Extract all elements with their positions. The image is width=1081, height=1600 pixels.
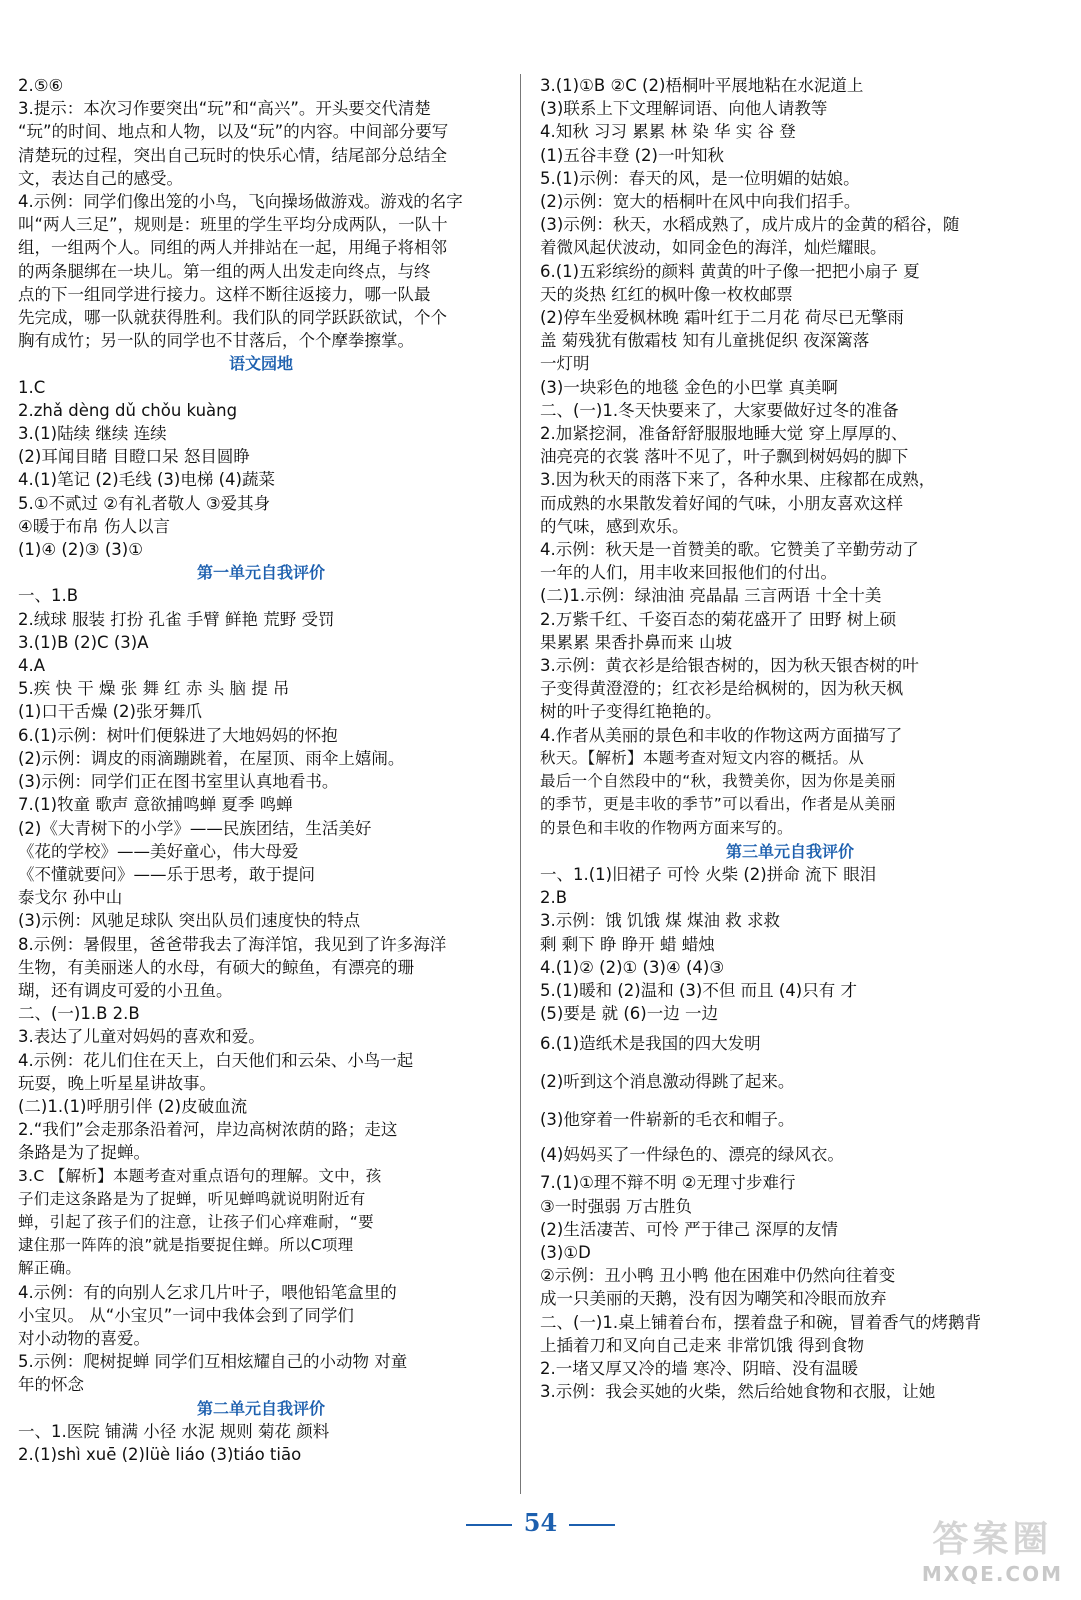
answer-line: 5.疾 快 干 燥 张 舞 红 赤 头 脑 提 吊 <box>18 679 290 699</box>
answer-line: (3)①D <box>540 1242 591 1262</box>
page-footer <box>0 1508 1081 1537</box>
answer-line: 3.表达了儿童对妈妈的喜欢和爱。 <box>18 1027 265 1047</box>
answer-line: 4.示例：秋天是一首赞美的歌。它赞美了辛勤劳动了 <box>540 540 919 560</box>
answer-line: 2.“我们”会走那条沿着河，岸边高树浓荫的路；走这 <box>18 1120 398 1140</box>
answer-line: 胸有成竹；另一队的同学也不甘落后，个个摩拳擦掌。 <box>18 331 414 351</box>
answer-line: 2.(1)shì xuē (2)lüè liáo (3)tiáo tiāo <box>18 1444 302 1464</box>
answer-line: 先完成，哪一队就获得胜利。我们队的同学跃跃欲试，个个 <box>18 308 447 328</box>
answer-line: 二、(一)1.桌上铺着台布，摆着盘子和碗，冒着香气的烤鹅背 <box>540 1312 982 1332</box>
answer-line: 瑚，还有调皮可爱的小丑鱼。 <box>18 980 233 1000</box>
answer-line: ④暖于布帛 伤人以言 <box>18 516 171 536</box>
answer-line: (1)④ (2)③ (3)① <box>18 540 143 560</box>
answer-line: 5.示例：爬树捉蝉 同学们互相炫耀自己的小动物 对童 <box>18 1352 408 1372</box>
answer-line: 秋天。【解析】本题考查对短文内容的概括。从 <box>540 748 865 767</box>
watermark-logo: 答案圈 <box>932 1519 1053 1560</box>
section-heading: 第一单元自我评价 <box>196 563 325 583</box>
answer-line: 盖 菊残犹有傲霜枝 知有儿童挑促织 夜深篱落 <box>540 331 870 351</box>
answer-line: 3.提示：本次习作要突出“玩”和“高兴”。开头要交代清楚 <box>18 99 431 119</box>
answer-line: 8.示例：暑假里，爸爸带我去了海洋馆，我见到了许多海洋 <box>18 934 447 954</box>
answer-line: 2.绒球 服装 打扮 孔雀 手臂 鲜艳 荒野 受罚 <box>18 609 335 629</box>
answer-line: (二)1.示例：绿油油 亮晶晶 三言两语 十全十美 <box>540 586 882 606</box>
answer-line: 果累累 果香扑鼻而来 山坡 <box>540 632 732 652</box>
section-heading: 语文园地 <box>228 354 293 374</box>
section-heading: 第三单元自我评价 <box>725 841 854 861</box>
answer-line: 生物，有美丽迷人的水母，有硕大的鲸鱼，有漂亮的珊 <box>18 957 414 977</box>
answer-line: 油亮亮的衣裳 落叶不见了，叶子飘到树妈妈的脚下 <box>540 447 909 467</box>
answer-line: 2.加紧挖洞，准备舒舒服服地睡大觉 穿上厚厚的、 <box>540 424 908 444</box>
answer-line: 4.示例：花儿们住在天上，白天他们和云朵、小鸟一起 <box>18 1050 414 1070</box>
answer-column-right <box>540 74 1040 1403</box>
answer-line: 条路是为了捉蝉。 <box>18 1143 150 1163</box>
answer-line: 上插着刀和叉向自己走来 非常饥饿 得到食物 <box>540 1335 864 1355</box>
answer-line: 树的叶子变得红艳艳的。 <box>540 702 722 722</box>
answer-line: (2)生活凄苦、可怜 严于律己 深厚的友情 <box>540 1219 838 1239</box>
answer-line: 5.(1)暖和 (2)温和 (3)不但 而且 (4)只有 才 <box>540 980 857 1000</box>
answer-line: 一年的人们，用丰收来回报他们的付出。 <box>540 563 837 583</box>
answer-line: 点的下一组同学进行接力。这样不断往返接力，哪一队最 <box>18 284 431 304</box>
answer-line: 天的炎热 红红的枫叶像一枚枚邮票 <box>540 284 793 304</box>
answer-line: 4.知秋 习习 累累 林 染 华 实 谷 登 <box>540 122 796 142</box>
answer-line: 二、(一)1.B 2.B <box>18 1004 140 1024</box>
page-number: 54 <box>523 1508 558 1537</box>
answer-line: 一、1.B <box>18 586 79 606</box>
answer-line: 3.(1)①B ②C (2)梧桐叶平展地粘在水泥道上 <box>540 76 864 95</box>
answer-line: 4.作者从美丽的景色和丰收的作物这两方面描写了 <box>540 725 903 745</box>
answer-line: 3.因为秋天的雨落下来了，各种水果、庄稼都在成熟， <box>540 470 936 490</box>
answer-line: 组，一组两个人。同组的两人并排站在一起，用绳子将相邻 <box>18 238 447 258</box>
answer-line: (2)停车坐爱枫林晚 霜叶红于二月花 荷尽已无擎雨 <box>540 308 904 328</box>
answer-line: (2)听到这个消息激动得跳了起来。 <box>540 1072 795 1092</box>
answer-line: 的气味，感到欢乐。 <box>540 516 689 536</box>
answer-line: 4.(1)② (2)① (3)④ (4)③ <box>540 957 725 977</box>
answer-line: 6.(1)示例：树叶们便躲进了大地妈妈的怀抱 <box>18 725 338 745</box>
answer-line: 2.B <box>540 888 568 908</box>
answer-line: 6.(1)五彩缤纷的颜料 黄黄的叶子像一把把小扇子 夏 <box>540 261 920 281</box>
answer-line: 5.①不贰过 ②有礼者敬人 ③爱其身 <box>18 493 271 513</box>
answer-line: 2.⑤⑥ <box>18 76 64 95</box>
answer-line: (3)他穿着一件崭新的毛衣和帽子。 <box>540 1110 795 1130</box>
answer-line: 一、1.(1)旧裙子 可怜 火柴 (2)拼命 流下 眼泪 <box>540 864 877 884</box>
answer-line: 《花的学校》——美好童心，伟大母爱 <box>18 841 299 861</box>
answer-line: 子变得黄澄澄的；红衣衫是给枫树的，因为秋天枫 <box>540 679 903 699</box>
answer-line: (3)示例：秋天，水稻成熟了，成片成片的金黄的稻谷，随 <box>540 215 960 235</box>
answer-line: ②示例：丑小鸭 丑小鸭 他在困难中仍然向往着变 <box>540 1266 896 1286</box>
answer-line: 3.示例：黄衣衫是给银杏树的，因为秋天银杏树的叶 <box>540 656 919 676</box>
answer-line: 泰戈尔 孙中山 <box>18 888 123 908</box>
answer-line: (3)联系上下文理解词语、向他人请教等 <box>540 99 828 119</box>
answer-line: (3)示例：风驰足球队 突出队员们速度快的特点 <box>18 911 361 931</box>
answer-line: (4)妈妈买了一件绿色的、漂亮的绿风衣。 <box>540 1145 844 1165</box>
footer-rule-right <box>569 1524 615 1526</box>
answer-line: (3)示例：同学们正在图书室里认真地看书。 <box>18 772 339 792</box>
answer-line: 2.一堵又厚又冷的墙 寒冷、阴暗、没有温暖 <box>540 1358 858 1378</box>
answer-line: 蝉，引起了孩子们的注意，让孩子们心痒难耐，“要 <box>18 1212 374 1231</box>
watermark-url: MXQE.COM <box>921 1562 1063 1586</box>
answer-line: ③一时强弱 万古胜负 <box>540 1196 693 1216</box>
answer-line: 而成熟的水果散发着好闻的气味，小朋友喜欢这样 <box>540 493 903 513</box>
answer-line: 3.(1)陆续 继续 连续 <box>18 424 167 444</box>
answer-line: 4.示例：有的向别人乞求几片叶子，喂他铅笔盒里的 <box>18 1282 397 1302</box>
answer-line: 一灯明 <box>540 354 590 374</box>
answer-line: 小宝贝。 从“小宝贝”一词中我体会到了同学们 <box>18 1305 354 1325</box>
answer-line: 《不懂就要问》——乐于思考，敢于提问 <box>18 864 315 884</box>
answer-line: 文，表达自己的感受。 <box>18 168 183 188</box>
answer-line: 年的怀念 <box>18 1375 84 1395</box>
answer-line: 叫“两人三足”，规则是：班里的学生平均分成两队，一队十 <box>18 215 448 235</box>
answer-line: (5)要是 就 (6)一边 一边 <box>540 1004 718 1024</box>
answer-line: (2)示例：调皮的雨滴蹦跳着，在屋顶、雨伞上嬉闹。 <box>18 748 405 768</box>
answer-line: 的景色和丰收的作物两方面来写的。 <box>540 818 793 837</box>
answer-line: 7.(1)牧童 歌声 意欲捕鸣蝉 夏季 鸣蝉 <box>18 795 293 815</box>
answer-line: 3.示例：饿 饥饿 煤 煤油 救 求救 <box>540 911 780 931</box>
answer-line: 对小动物的喜爱。 <box>18 1328 150 1348</box>
answer-line: 6.(1)造纸术是我国的四大发明 <box>540 1034 761 1054</box>
answer-line: (2)示例：宽大的梧桐叶在风中向我们招手。 <box>540 192 861 212</box>
answer-line: 清楚玩的过程，突出自己玩时的快乐心情，结尾部分总结全 <box>18 145 447 165</box>
answer-line: 5.(1)示例：春天的风，是一位明媚的姑娘。 <box>540 168 860 188</box>
answer-line: 子们走这条路是为了捉蝉，听见蝉鸣就说明附近有 <box>18 1189 366 1208</box>
answer-line: 解正确。 <box>18 1259 82 1278</box>
answer-line: 4.A <box>18 656 46 676</box>
footer-rule-left <box>466 1524 512 1526</box>
answer-line: 4.示例：同学们像出笼的小鸟，飞向操场做游戏。游戏的名字 <box>18 192 463 212</box>
answer-line: (1)五谷丰登 (2)一叶知秋 <box>540 145 724 165</box>
answer-line: 剩 剩下 睁 睁开 蜡 蜡烛 <box>540 934 715 954</box>
answer-line: 4.(1)笔记 (2)毛线 (3)电梯 (4)蔬菜 <box>18 470 275 490</box>
answer-line: 7.(1)①理不辩不明 ②无理寸步难行 <box>540 1173 796 1193</box>
answer-line: 2.万紫千红、千姿百态的菊花盛开了 田野 树上硕 <box>540 609 897 629</box>
section-heading: 第二单元自我评价 <box>196 1398 325 1418</box>
answer-line: (二)1.(1)呼朋引伴 (2)皮破血流 <box>18 1096 248 1116</box>
answer-line: 1.C <box>18 377 46 397</box>
answer-line: 的季节，更是丰收的季节”可以看出，作者是从美丽 <box>540 795 896 814</box>
answer-line: 一、1.医院 铺满 小径 水泥 规则 菊花 颜料 <box>18 1421 330 1441</box>
answer-line: 的两条腿绑在一块儿。第一组的两人出发走向终点，与终 <box>18 261 431 281</box>
answer-line: 着微风起伏波动，如同金色的海洋，灿烂耀眼。 <box>540 238 887 258</box>
answer-line: 逮住那一阵阵的浪”就是指要捉住蝉。所以C项理 <box>18 1236 354 1255</box>
answer-line: 3.(1)B (2)C (3)A <box>18 632 149 652</box>
answer-line: 3.C 【解析】本题考查对重点语句的理解。文中，孩 <box>18 1166 382 1185</box>
answer-line: 3.示例：我会买她的火柴，然后给她食物和衣服，让她 <box>540 1382 936 1402</box>
answer-line: 2.zhǎ dèng dǔ chǒu kuàng <box>18 400 238 420</box>
answer-line: (2)《大青树下的小学》——民族团结，生活美好 <box>18 818 372 838</box>
answer-line: “玩”的时间、地点和人物，以及“玩”的内容。中间部分要写 <box>18 122 449 142</box>
site-watermark <box>922 1511 1063 1586</box>
answer-line: (1)口干舌燥 (2)张牙舞爪 <box>18 702 202 722</box>
answer-line: (2)耳闻目睹 目瞪口呆 怒目圆睁 <box>18 447 250 467</box>
answer-line: 最后一个自然段中的“秋，我赞美你，因为你是美丽 <box>540 772 896 791</box>
answer-line: 二、(一)1.冬天快要来了，大家要做好过冬的准备 <box>540 400 899 420</box>
answer-line: (3)一块彩色的地毯 金色的小巴掌 真美啊 <box>540 377 838 397</box>
column-divider <box>520 74 521 1494</box>
answer-column-left <box>18 74 504 1466</box>
answer-line: 玩耍，晚上听星星讲故事。 <box>18 1073 216 1093</box>
answer-line: 成一只美丽的天鹅，没有因为嘲笑和冷眼而放弃 <box>540 1289 887 1309</box>
